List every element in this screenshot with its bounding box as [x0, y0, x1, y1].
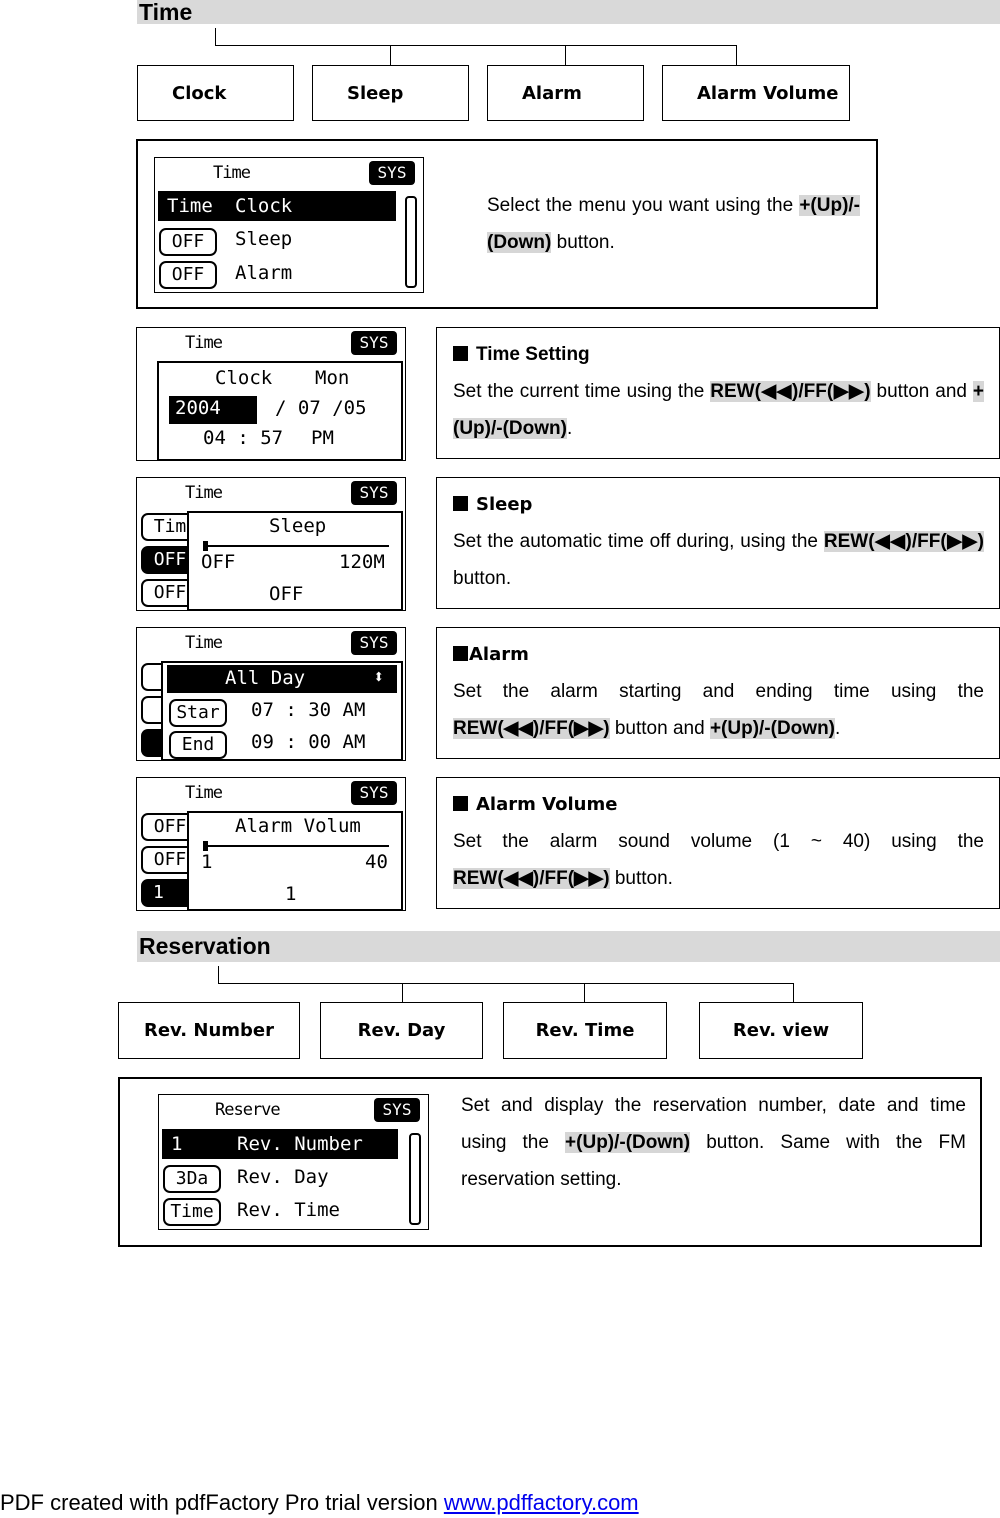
popup-heading: Sleep [269, 515, 327, 537]
alarm-mode: All Day [225, 667, 306, 689]
tab-alarm [487, 65, 644, 121]
row-label: Clock [235, 195, 293, 217]
sys-badge: SYS [351, 481, 397, 505]
row-value: Time [163, 1198, 221, 1226]
lcd-screen-sleep [136, 477, 406, 611]
lcd-screen-reserve [158, 1094, 429, 1230]
lcd-title: Time [185, 633, 222, 653]
lcd-screen-clock [136, 327, 406, 461]
lcd-screen-time-menu [154, 157, 424, 293]
slider-value: OFF [269, 583, 304, 605]
slider-thumb [203, 541, 208, 551]
end-time: 09 : 00 AM [251, 731, 366, 753]
lcd-title: Time [213, 163, 250, 183]
tree-line [793, 983, 794, 1002]
sleep-popup [187, 511, 403, 611]
row-label: Sleep [235, 228, 293, 250]
scrollbar [405, 196, 417, 288]
tree-line [736, 45, 737, 65]
slider-track [203, 545, 389, 547]
alarm-description: Alarm Set the alarm starting and ending time using the REW(◀◀)/FF(▶▶) button and +(Up)/-(Down). [453, 644, 984, 739]
tab-sleep [312, 65, 469, 121]
tab-label: Clock [172, 82, 227, 104]
slider-thumb [203, 841, 208, 851]
side-value: OFF [141, 579, 199, 607]
row-label: Alarm [235, 262, 293, 284]
tree-line [218, 966, 219, 984]
footer-text: PDF created with pdfFactory Pro trial version [0, 1490, 444, 1515]
tree-line [215, 28, 216, 46]
updown-icon: ⬍ [373, 666, 385, 688]
tab-label: Alarm Volume [697, 82, 839, 104]
tab-label: Rev. view [732, 1020, 830, 1041]
sys-badge: SYS [351, 631, 397, 655]
row-value: 3Da [163, 1165, 221, 1193]
clock-popup [157, 361, 403, 461]
sys-badge: SYS [369, 161, 415, 185]
tab-rev-view [699, 1002, 863, 1059]
side-value: OFF [141, 846, 199, 874]
time-value: 04 : 57 [203, 427, 284, 449]
row-label: Rev. Day [237, 1166, 329, 1188]
row-value: 1 [171, 1133, 183, 1155]
tab-rev-number [118, 1002, 300, 1059]
section-header-reservation: Reservation [137, 931, 1000, 962]
tree-line [390, 45, 391, 65]
row-value: OFF [159, 228, 217, 256]
end-label: End [169, 731, 227, 759]
lcd-title: Time [185, 783, 222, 803]
tab-rev-time [503, 1002, 667, 1059]
tab-label: Sleep [347, 82, 404, 104]
time-setting-description: Time Setting Set the current time using the REW(◀◀)/FF(▶▶) button and +(Up)/-(Down). [453, 344, 985, 439]
lcd-screen-alarm-volume [136, 777, 406, 911]
side-value: OFF [141, 546, 199, 574]
slider-min: OFF [201, 551, 236, 573]
row-label: Rev. Time [237, 1199, 340, 1221]
side-value: 1 [141, 879, 199, 907]
tab-label: Rev. Day [357, 1020, 446, 1041]
slider-track [203, 845, 389, 847]
start-label: Star [169, 699, 227, 727]
sleep-description: Sleep Set the automatic time off during, using the REW(◀◀)/FF(▶▶) button. [453, 494, 984, 589]
slider-min: 1 [201, 851, 213, 873]
tab-clock [137, 65, 294, 121]
section-header-time: Time [137, 0, 1000, 24]
weekday: Mon [315, 367, 350, 389]
scrollbar [409, 1133, 421, 1225]
volume-popup [187, 811, 403, 911]
tab-alarm-volume [662, 65, 850, 121]
tree-line [215, 45, 737, 46]
reservation-description: Set and display the reservation number, date and time using the +(Up)/-(Down) button. Same with the FM reservation setting. [461, 1095, 966, 1190]
lcd-title: Time [185, 333, 222, 353]
tree-line [218, 983, 794, 984]
start-time: 07 : 30 AM [251, 699, 366, 721]
lcd-screen-alarm [136, 627, 406, 761]
side-value: Tim [141, 513, 199, 541]
tab-label: Rev. Time [535, 1020, 635, 1041]
row-value: Time [167, 195, 213, 217]
sys-badge: SYS [374, 1098, 420, 1122]
slider-max: 120M [339, 551, 385, 573]
year-value: 2004 [175, 397, 221, 419]
row-label: Rev. Number [237, 1133, 363, 1155]
sys-badge: SYS [351, 781, 397, 805]
slider-max: 40 [365, 851, 388, 873]
lcd-title: Time [185, 483, 222, 503]
tree-line [402, 983, 403, 1002]
alarm-volume-description: Alarm Volume Set the alarm sound volume (1 ~ 40) using the REW(◀◀)/FF(▶▶) button. [453, 794, 984, 889]
tree-line [565, 45, 566, 65]
date-value: / 07 /05 [275, 397, 367, 419]
ampm-value: PM [311, 427, 334, 449]
slider-value: 1 [285, 883, 297, 905]
row-value: OFF [159, 261, 217, 289]
sys-badge: SYS [351, 331, 397, 355]
tab-label: Alarm [522, 82, 582, 104]
footer-link[interactable]: www.pdffactory.com [443, 1490, 639, 1515]
side-value: OFF [141, 813, 199, 841]
popup-heading: Alarm Volum [235, 815, 361, 837]
tab-rev-day [320, 1002, 483, 1059]
tab-label: Rev. Number [143, 1020, 275, 1041]
lcd-title: Reserve [215, 1100, 280, 1120]
clock-label: Clock [215, 367, 273, 389]
alarm-popup [161, 661, 403, 761]
intro-description: Select the menu you want using the +(Up)/-(Down) button. [487, 195, 860, 253]
tree-line [584, 983, 585, 1002]
pdf-footer [0, 1490, 639, 1516]
